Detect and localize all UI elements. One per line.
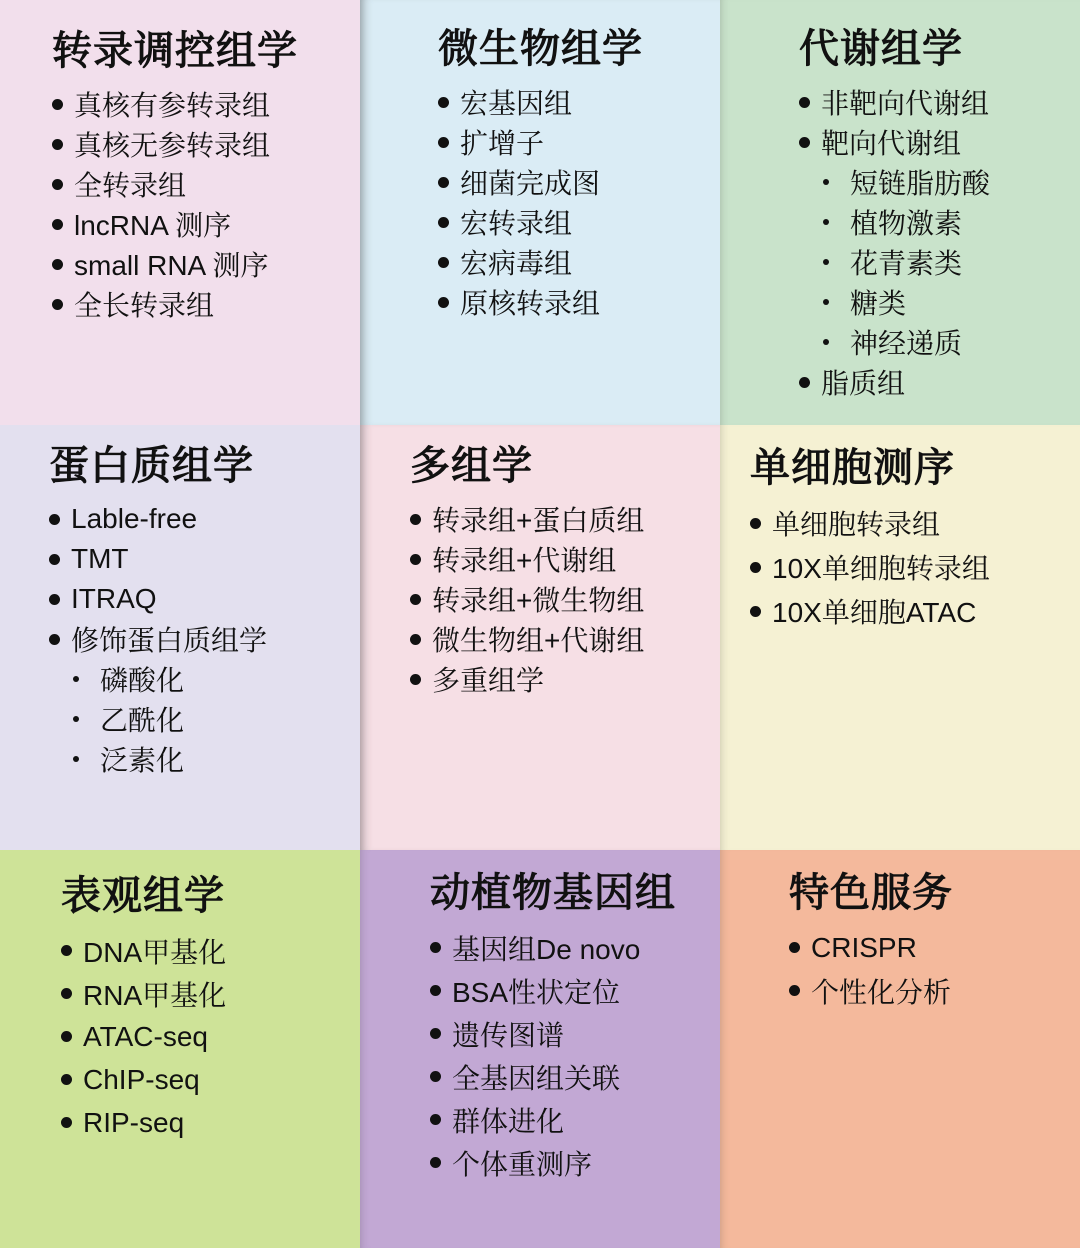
list-item [49,739,352,779]
list-item-label: 微生物组+代谢组 [432,625,645,656]
list-item [799,122,1072,162]
list-item [438,162,712,202]
bullet-icon [430,1028,441,1039]
card-epigenomics [0,850,360,1248]
list-item [799,202,1072,242]
list-item-label: 扩增子 [460,128,545,159]
list-item-label: 宏基因组 [460,88,573,119]
list-item-label: 转录组+微生物组 [432,585,645,616]
list-item [750,589,1072,633]
list-item [438,202,712,242]
card-title: 微生物组学 [438,27,643,71]
bullet-icon [410,554,421,565]
list-item-label: 基因组De novo [452,933,641,965]
list-item-label: 转录组+代谢组 [432,545,617,576]
bullet-icon [438,297,449,308]
card-proteomics [0,425,360,850]
bullet-icon [49,554,60,565]
list-item [799,162,1072,202]
card-item-list [410,499,712,699]
list-item-label: 原核转录组 [460,288,601,319]
bullet-icon [49,514,60,525]
list-item [49,699,352,739]
bullet-icon [410,594,421,605]
list-item-label: 全基因组关联 [452,1062,621,1094]
list-item-label: 个性化分析 [811,976,952,1008]
list-item [61,972,352,1015]
list-item-label: 全转录组 [74,170,187,201]
list-item-label: 细菌完成图 [460,168,601,199]
bullet-icon [52,179,63,190]
card-title: 特色服务 [789,871,953,915]
card-item-list [52,84,352,324]
card-title: 转录调控组学 [52,29,298,73]
bullet-icon [430,1157,441,1168]
list-item [438,122,712,162]
list-item [430,1012,712,1055]
list-item [799,362,1072,402]
list-item [410,579,712,619]
list-item [799,242,1072,282]
list-item-label: RNA甲基化 [83,979,227,1011]
bullet-icon [799,97,810,108]
list-item-label: 群体进化 [452,1105,565,1137]
list-item-label: RIP-seq [83,1106,185,1138]
list-item-label: ATAC-seq [83,1020,208,1052]
sub-bullet-icon [73,716,79,722]
list-item-label: 植物激素 [850,208,963,239]
list-item [49,659,352,699]
list-item [430,1055,712,1098]
list-item [49,579,352,619]
sub-bullet-icon [823,259,829,265]
list-item-label: 10X单细胞转录组 [772,553,990,584]
list-item [52,284,352,324]
bullet-icon [52,99,63,110]
bullet-icon [789,942,800,953]
list-item-label: 多重组学 [432,665,545,696]
sub-bullet-icon [823,299,829,305]
bullet-icon [438,97,449,108]
sub-bullet-icon [823,179,829,185]
list-item [799,282,1072,322]
bullet-icon [61,945,72,956]
bullet-icon [52,139,63,150]
card-genomics [360,850,720,1248]
list-item [410,539,712,579]
list-item-label: CRISPR [811,931,917,963]
list-item [789,969,1072,1012]
list-item [410,619,712,659]
list-item-label: 短链脂肪酸 [850,168,991,199]
list-item-label: 修饰蛋白质组学 [71,625,268,656]
bullet-icon [52,219,63,230]
list-item [430,926,712,969]
list-item-label: 转录组+蛋白质组 [432,505,645,536]
list-item-label: 遗传图谱 [452,1019,565,1051]
list-item [799,82,1072,122]
list-item-label: TMT [71,543,129,574]
list-item-label: 宏病毒组 [460,248,573,279]
list-item [61,929,352,972]
list-item-label: 磷酸化 [100,665,185,696]
bullet-icon [438,257,449,268]
bullet-icon [52,299,63,310]
list-item-label: 糖类 [850,288,907,319]
list-item [61,1015,352,1058]
bullet-icon [750,518,761,529]
card-metabolomics [720,0,1080,425]
bullet-icon [52,259,63,270]
bullet-icon [61,1031,72,1042]
bullet-icon [430,942,441,953]
bullet-icon [430,1071,441,1082]
list-item [430,1098,712,1141]
list-item-label: 宏转录组 [460,208,573,239]
sub-bullet-icon [73,756,79,762]
bullet-icon [438,217,449,228]
card-title: 多组学 [410,444,533,488]
list-item [438,242,712,282]
list-item [52,244,352,284]
bullet-icon [61,988,72,999]
bullet-icon [799,377,810,388]
list-item-label: 花青素类 [850,248,963,279]
list-item-label: lncRNA 测序 [74,210,232,241]
list-item [438,82,712,122]
bullet-icon [410,674,421,685]
list-item [430,969,712,1012]
card-title: 代谢组学 [799,27,963,71]
card-item-list [49,499,352,779]
list-item [799,322,1072,362]
list-item [750,545,1072,589]
list-item-label: 靶向代谢组 [821,128,962,159]
card-multi-omics [360,425,720,850]
card-item-list [789,926,1072,1012]
list-item-label: ITRAQ [71,583,157,614]
bullet-icon [430,985,441,996]
list-item-label: 真核有参转录组 [74,90,271,121]
list-item-label: Lable-free [71,503,198,534]
bullet-icon [750,562,761,573]
list-item-label: 全长转录组 [74,290,215,321]
bullet-icon [430,1114,441,1125]
list-item-label: 个体重测序 [452,1148,593,1180]
bullet-icon [789,985,800,996]
card-item-list [750,501,1072,633]
card-microbiomics [360,0,720,425]
bullet-icon [410,634,421,645]
list-item [52,204,352,244]
card-title: 蛋白质组学 [49,444,254,488]
card-item-list [438,82,712,322]
list-item-label: 神经递质 [850,328,963,359]
bullet-icon [799,137,810,148]
list-item [49,499,352,539]
card-item-list [61,929,352,1144]
card-title: 动植物基因组 [430,871,676,915]
card-single-cell [720,425,1080,850]
list-item-label: 真核无参转录组 [74,130,271,161]
list-item [49,619,352,659]
bullet-icon [49,594,60,605]
card-title: 表观组学 [61,874,225,918]
list-item [410,499,712,539]
list-item [52,124,352,164]
card-title: 单细胞测序 [750,446,955,490]
bullet-icon [61,1074,72,1085]
list-item-label: 10X单细胞ATAC [772,597,977,628]
list-item [52,84,352,124]
list-item-label: small RNA 测序 [74,250,269,281]
bullet-icon [410,514,421,525]
sub-bullet-icon [823,219,829,225]
bullet-icon [438,177,449,188]
bullet-icon [49,634,60,645]
list-item [52,164,352,204]
card-item-list [430,926,712,1184]
list-item-label: DNA甲基化 [83,936,227,968]
list-item-label: 乙酰化 [100,705,185,736]
list-item [750,501,1072,545]
list-item-label: 非靶向代谢组 [821,88,990,119]
list-item-label: ChIP-seq [83,1063,200,1095]
list-item [61,1101,352,1144]
card-item-list [799,82,1072,402]
list-item [430,1141,712,1184]
bullet-icon [750,606,761,617]
list-item [789,926,1072,969]
bullet-icon [438,137,449,148]
list-item-label: 泛素化 [100,745,185,776]
list-item-label: BSA性状定位 [452,976,621,1008]
list-item-label: 单细胞转录组 [772,509,941,540]
list-item [438,282,712,322]
sub-bullet-icon [823,339,829,345]
sub-bullet-icon [73,676,79,682]
list-item [49,539,352,579]
card-special-services [720,850,1080,1248]
list-item [61,1058,352,1101]
list-item [410,659,712,699]
list-item-label: 脂质组 [821,368,906,399]
card-transcriptomics [0,0,360,425]
bullet-icon [61,1117,72,1128]
